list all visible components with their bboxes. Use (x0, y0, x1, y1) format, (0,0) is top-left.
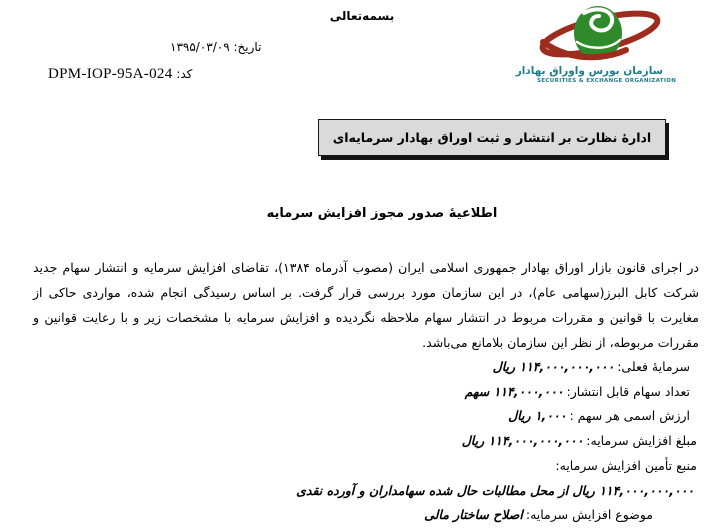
detail-value: ۱۱۴,۰۰۰,۰۰۰,۰۰۰ ریال از محل مطالبات حال شده سهامداران و آورده نقدی (296, 482, 694, 498)
detail-row-current-capital (0, 355, 697, 380)
org-logo (515, 4, 677, 84)
detail-label: موضوع افزایش سرمایه: (525, 507, 653, 523)
org-name-en: SECURITIES & EXCHANGE ORGANIZATION (537, 78, 677, 84)
detail-label: سرمایهٔ فعلی: (617, 359, 690, 374)
detail-value: اصلاح ساختار مالی (424, 507, 523, 523)
code-value: DPM-IOP-95A-024 (48, 66, 173, 82)
details-list (0, 355, 697, 528)
document-title: اطلاعیهٔ صدور مجوز افزایش سرمایه (266, 206, 498, 221)
detail-row-nominal-value (0, 404, 697, 429)
detail-label: تعداد سهام قابل انتشار: (566, 383, 690, 399)
detail-label: ارزش اسمی هر سهم : (569, 408, 690, 424)
detail-value: ۱۱۴,۰۰۰,۰۰۰ سهم (464, 383, 564, 399)
date-value: ۱۳۹۵/۰۳/۰۹ (170, 40, 230, 54)
org-name-fa: سازمان بورس واوراق بهادار (515, 65, 663, 77)
code-label: کد: (176, 67, 193, 81)
code-line (48, 66, 192, 83)
detail-row-share-count (0, 380, 697, 405)
detail-row-increase-purpose (0, 503, 697, 528)
org-globe-icon (537, 4, 663, 68)
bismillah-text: بسمه‌تعالی (329, 9, 395, 23)
detail-label: منبع تأمین افزایش سرمایه: (555, 457, 697, 473)
detail-row-funding-source-value (0, 479, 697, 504)
detail-value: ۱۱۴,۰۰۰,۰۰۰,۰۰۰ ریال (492, 359, 615, 374)
date-label: تاریخ: (233, 40, 262, 54)
detail-row-increase-amount (0, 429, 697, 454)
detail-value: ۱۱۴,۰۰۰,۰۰۰,۰۰۰ ریال (461, 433, 584, 449)
detail-row-funding-source-label (0, 454, 697, 479)
body-paragraph: در اجرای قانون بازار اوراق بهادار جمهوری اسلامی ایران (مصوب آذرماه ۱۳۸۴)، تقاضای افزایش سرمایه و انتشار سهام جدید شرکت کابل البرز(سهامی عام)، در این سازمان مورد بررسی قرار گرفت. بر اساس رسیدگی انجام شده، مواردی حاکی از مغایرت با قوانین و مقررات مربوط در انتشار سهام ملاحظه نگردیده و افزایش سرمایه با مشخصات زیر و با رعایت قوانین و مقررات مربوطه، از نظر این سازمان بلامانع می‌باشد. (33, 260, 699, 350)
date-line (170, 40, 261, 54)
detail-value: ۱,۰۰۰ ریال (508, 408, 567, 424)
detail-label: مبلغ افزایش سرمایه: (586, 433, 697, 449)
department-banner: ادارهٔ نظارت بر انتشار و ثبت اوراق بهادار سرمایه‌ای (318, 119, 666, 156)
